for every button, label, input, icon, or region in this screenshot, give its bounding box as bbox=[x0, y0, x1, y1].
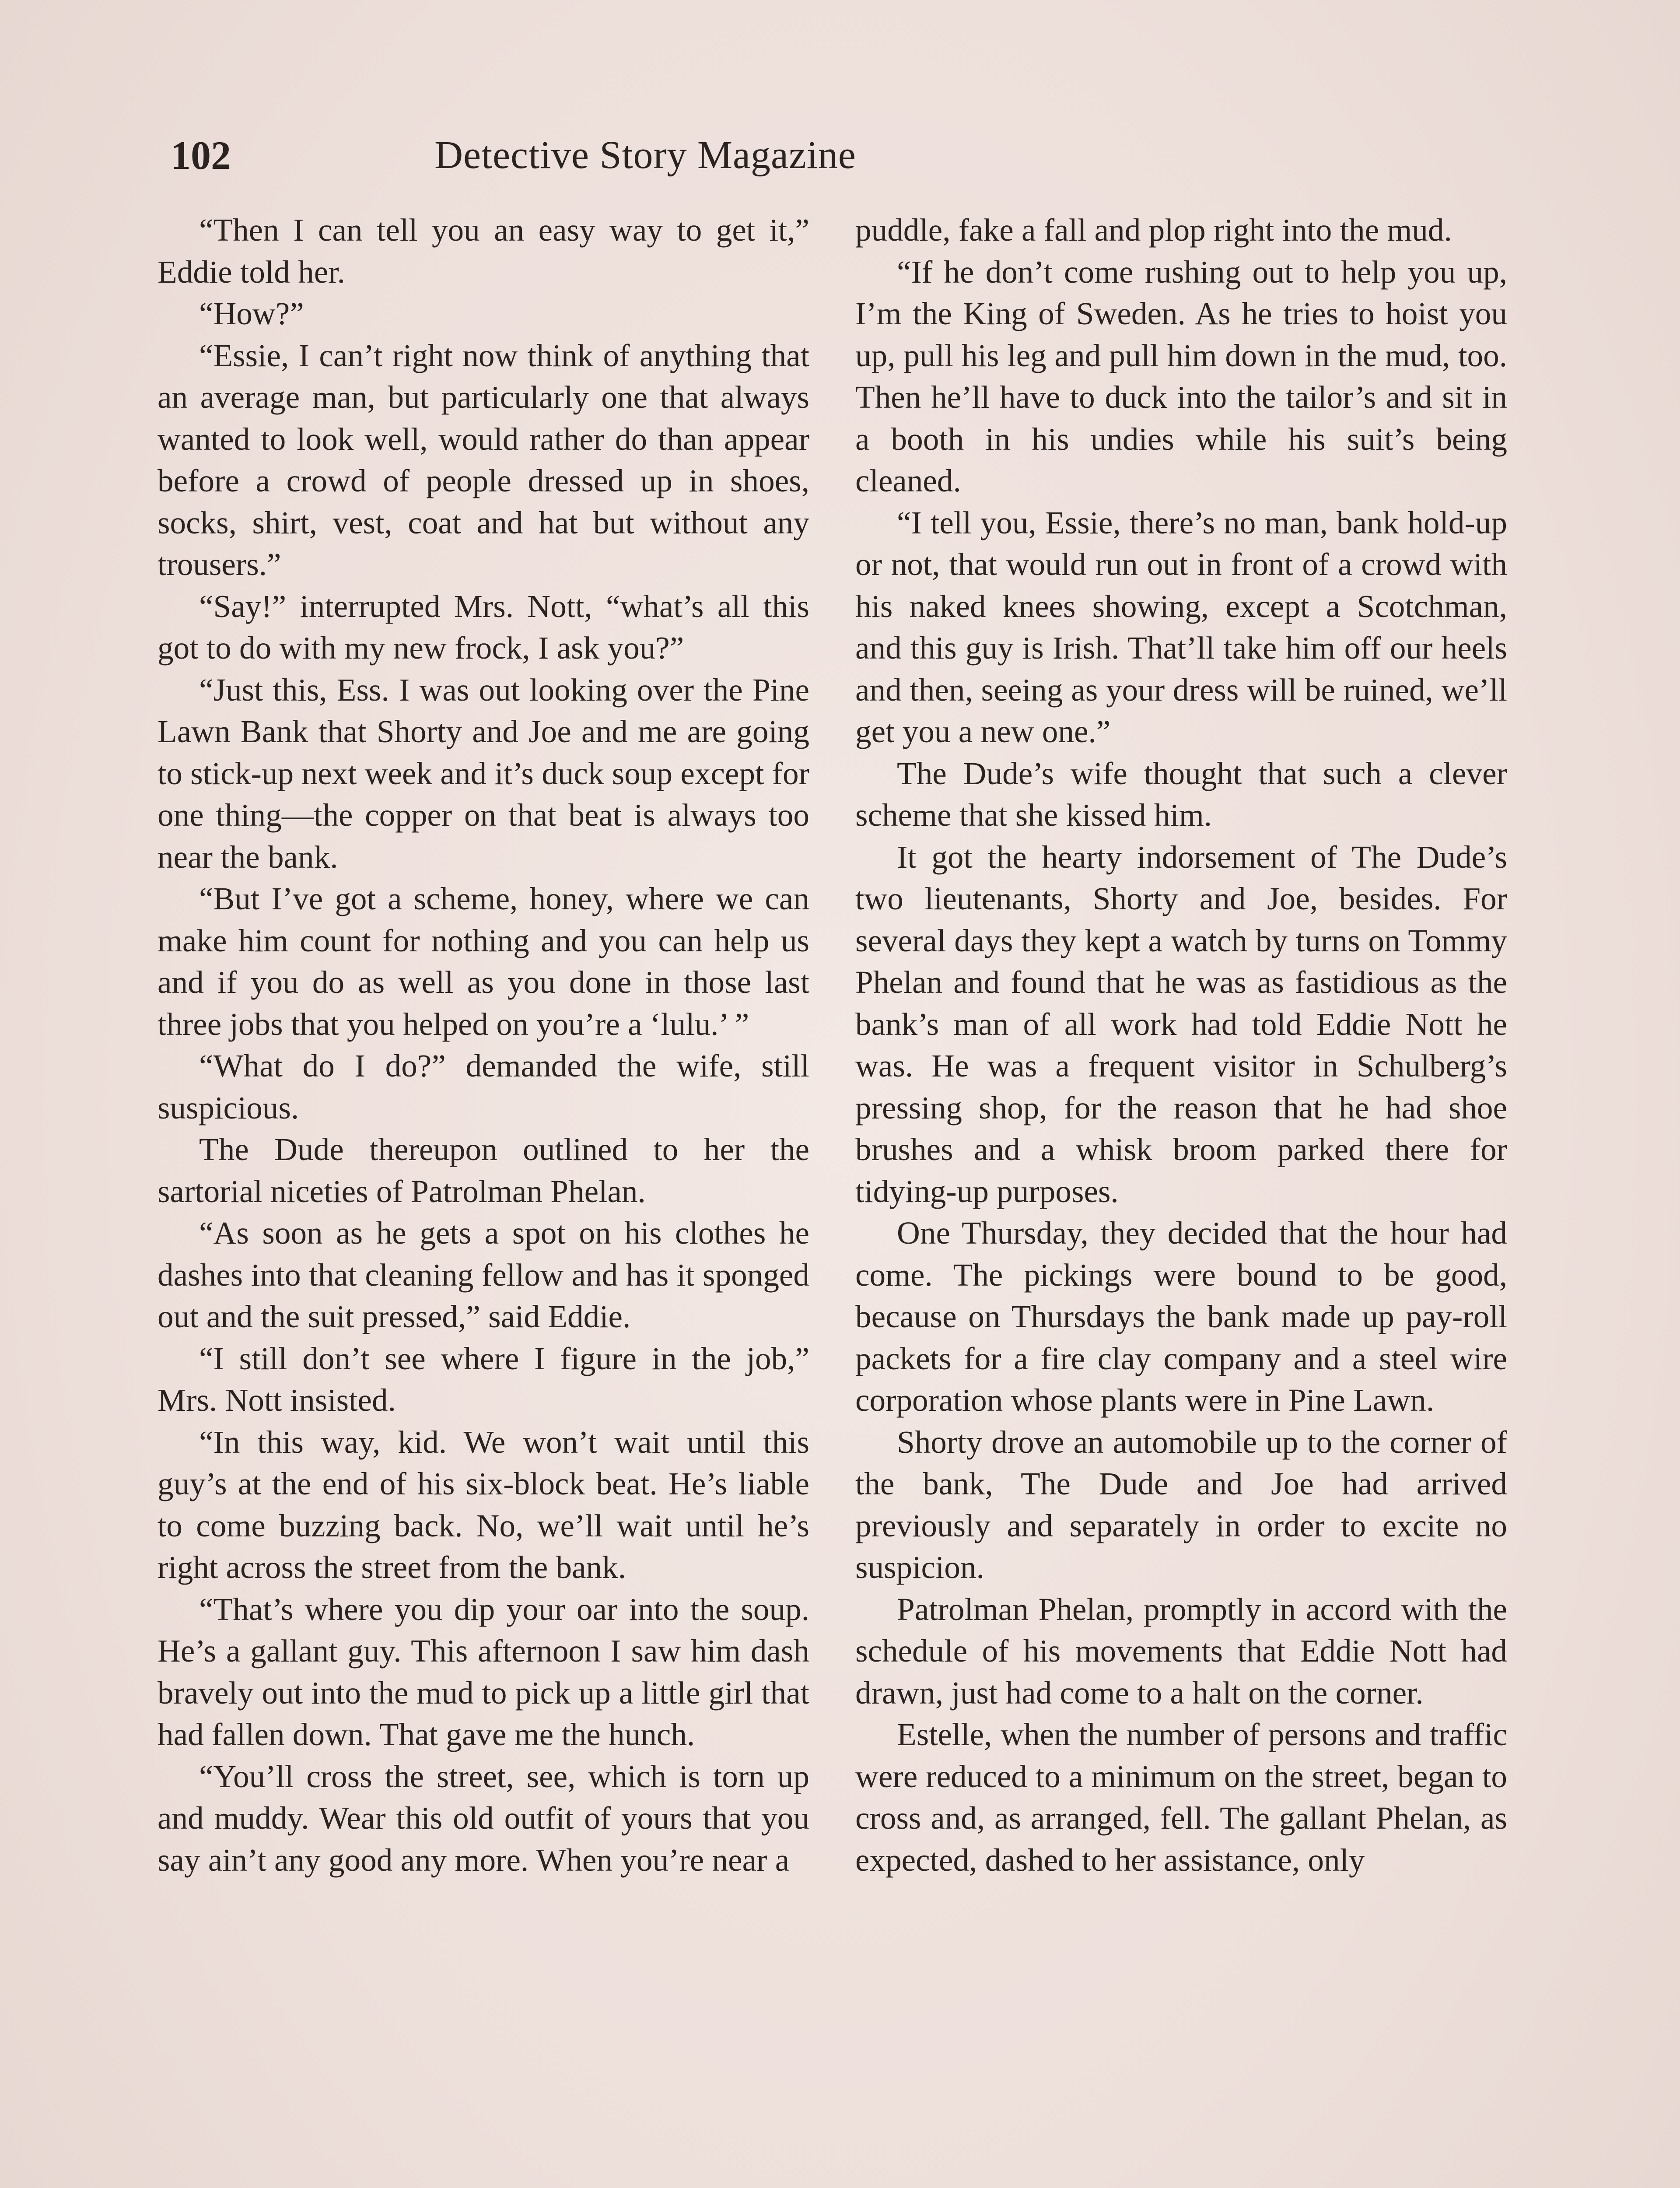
paragraph: “How?” bbox=[199, 296, 304, 331]
paragraph: “In this way, kid. We won’t wait until this guy’s at the end of his six-block beat. He’s liable to come buzzing back. No, we’ll wait until he’s right across the street from the bank. bbox=[158, 1424, 809, 1585]
paragraph: “You’ll cross the street, see, which is torn up and muddy. Wear this old outfit of yours that you say ain’t any good any more. When you’re near a bbox=[158, 1758, 809, 1878]
right-text-column bbox=[855, 209, 1507, 1881]
paragraph: “If he don’t come rushing out to help you up, I’m the King of Sweden. As he tries to hoist you up, pull his leg and pull him down in the mud, too. Then he’ll have to duck into the tailor’s and sit in a booth in his undies while his suit’s being cleaned. bbox=[855, 254, 1507, 498]
paragraph: Shorty drove an automobile up to the corner of the bank, The Dude and Joe had arrived previously and separately in order to excite no suspicion. bbox=[855, 1424, 1507, 1585]
page-number: 102 bbox=[171, 133, 231, 178]
paragraph: “That’s where you dip your oar into the soup. He’s a gallant guy. This afternoon I saw him dash bravely out into the mud to pick up a little girl that had fallen down. That gave me the hunch. bbox=[158, 1591, 809, 1752]
paragraph: “What do I do?” demanded the wife, still suspicious. bbox=[158, 1048, 809, 1126]
paragraph: “Say!” interrupted Mrs. Nott, “what’s all this got to do with my new frock, I ask you?” bbox=[158, 588, 809, 666]
paragraph: “Then I can tell you an easy way to get it,” Eddie told her. bbox=[158, 212, 809, 290]
paragraph: “Just this, Ess. I was out looking over the Pine Lawn Bank that Shorty and Joe and me are going to stick-up next week and it’s duck soup except for one thing—the copper on that beat is always too near the bank. bbox=[158, 672, 809, 875]
paragraph: “I tell you, Essie, there’s no man, bank hold-up or not, that would run out in front of a crowd with his naked knees showing, except a Scotchman, and this guy is Irish. That’ll take him off our heels and then, seeing as your dress will be ruined, we’ll get you a new one.” bbox=[855, 505, 1507, 749]
paragraph: “But I’ve got a scheme, honey, where we can make him count for nothing and you can help us and if you do as well as you done in those last three jobs that you helped on you’re a ‘lulu.’ ” bbox=[158, 881, 809, 1042]
paragraph: The Dude’s wife thought that such a clever scheme that she kissed him. bbox=[855, 755, 1507, 833]
paragraph: One Thursday, they decided that the hour had come. The pickings were bound to be good, because on Thursdays the bank made up pay-roll packets for a fire clay company and a steel wire corporation whose plants were in Pine Lawn. bbox=[855, 1215, 1507, 1418]
page-header bbox=[171, 127, 1120, 184]
paragraph: “I still don’t see where I figure in the job,” Mrs. Nott insisted. bbox=[158, 1340, 809, 1418]
paragraph: “Essie, I can’t right now think of anything that an average man, but particularly one that always wanted to look well, would rather do than appear before a crowd of people dressed up in shoes, socks, shirt, vest, coat and hat but without any trousers.” bbox=[158, 337, 809, 582]
paragraph: puddle, fake a fall and plop right into the mud. bbox=[855, 212, 1452, 248]
paragraph: Estelle, when the number of persons and traffic were reduced to a minimum on the street, began to cross and, as arranged, fell. The gallant Phelan, as expected, dashed to her assistance, only bbox=[855, 1717, 1507, 1878]
paragraph: Patrolman Phelan, promptly in accord with the schedule of his movements that Eddie Nott had drawn, just had come to a halt on the corner. bbox=[855, 1591, 1507, 1711]
left-text-column bbox=[158, 209, 809, 1881]
running-title: Detective Story Magazine bbox=[434, 133, 856, 177]
paragraph: “As soon as he gets a spot on his clothes he dashes into that cleaning fellow and has it sponged out and the suit pressed,” said Eddie. bbox=[158, 1215, 809, 1334]
paragraph: It got the hearty indorsement of The Dude’s two lieutenants, Shorty and Joe, besides. For several days they kept a watch by turns on Tommy Phelan and found that he was as fastidious as the bank’s man of all work had told Eddie Nott he was. He was a frequent visitor in Schulberg’s pressing shop, for the reason that he had shoe brushes and a whisk broom parked there for tidying-up purposes. bbox=[855, 839, 1507, 1209]
paragraph: The Dude thereupon outlined to her the sartorial niceties of Patrolman Phelan. bbox=[158, 1132, 809, 1209]
